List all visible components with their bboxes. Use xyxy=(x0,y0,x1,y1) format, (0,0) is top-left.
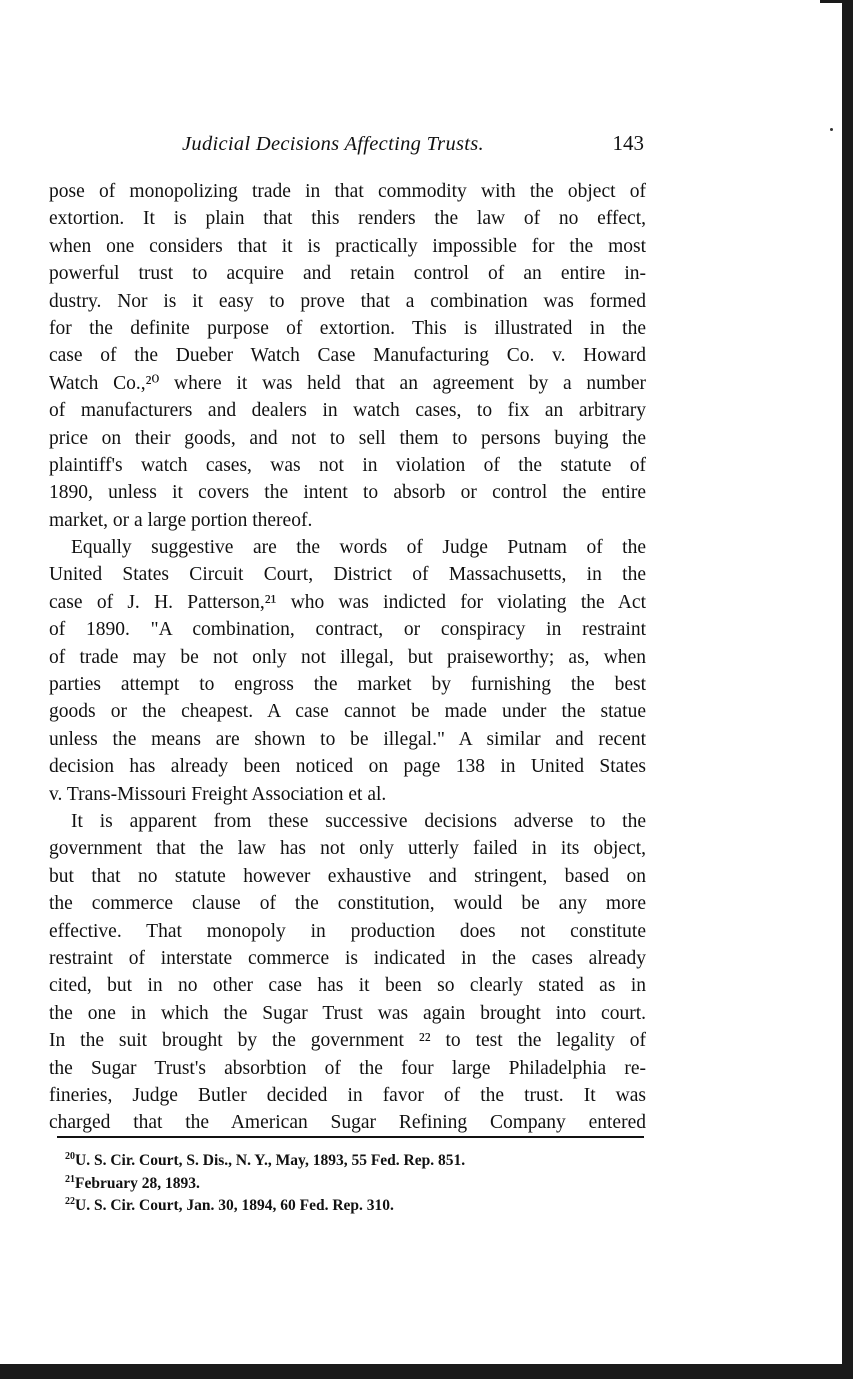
text-line: dustry. Nor is it easy to prove that a combination was formed xyxy=(49,290,646,312)
text-line: Watch Co.,²⁰ where it was held that an agreement by a number xyxy=(49,372,646,394)
footnote-text: February 28, 1893. xyxy=(75,1174,200,1192)
text-line: In the suit brought by the government ²² to test the legality of xyxy=(49,1030,646,1052)
text-line: extortion. It is plain that this renders the law of no effect, xyxy=(49,208,646,230)
footnotes xyxy=(65,1150,645,1218)
footnote-text: U. S. Cir. Court, Jan. 30, 1894, 60 Fed. Rep. 310. xyxy=(75,1197,394,1214)
text-line: goods or the cheapest. A case cannot be made under the statue xyxy=(49,701,646,723)
text-line: case of J. H. Patterson,²¹ who was indicted for violating the Act xyxy=(49,591,646,613)
page-number: 143 xyxy=(612,131,644,155)
text-line: effective. That monopoly in production does not constitute xyxy=(49,920,646,942)
footnote-20 xyxy=(65,1150,645,1173)
text-line: but that no statute however exhaustive and stringent, based on xyxy=(49,865,646,887)
scan-speck xyxy=(830,128,833,131)
text-line: the Sugar Trust's absorbtion of the four large Philadelphia re- xyxy=(49,1057,646,1079)
text-line: of manufacturers and dealers in watch cases, to fix an arbitrary xyxy=(49,400,646,422)
text-line: charged that the American Sugar Refining Company entered xyxy=(49,1112,646,1134)
body-text xyxy=(49,178,646,1137)
text-line: powerful trust to acquire and retain control of an entire in- xyxy=(49,263,646,285)
text-line: plaintiff's watch cases, was not in violation of the statute of xyxy=(49,454,646,476)
paragraph-2 xyxy=(49,534,646,808)
text-line: pose of monopolizing trade in that commodity with the object of xyxy=(49,181,646,202)
text-line: Equally suggestive are the words of Judge Putnam of the xyxy=(71,537,646,559)
footnote-mark: 22 xyxy=(65,1196,75,1207)
scan-border-right xyxy=(842,0,853,1379)
text-line: restraint of interstate commerce is indicated in the cases already xyxy=(49,947,646,969)
text-line: cited, but in no other case has it been so clearly stated as in xyxy=(49,975,646,997)
running-title: Judicial Decisions Affecting Trusts. xyxy=(182,133,484,155)
text-line: fineries, Judge Butler decided in favor of the trust. It was xyxy=(49,1084,646,1106)
text-line: parties attempt to engross the market by furnishing the best xyxy=(49,674,646,696)
footnote-text: U. S. Cir. Court, S. Dis., N. Y., May, 1893, 55 Fed. Rep. 851. xyxy=(75,1152,466,1169)
scan-border-top xyxy=(820,0,842,3)
text-line: It is apparent from these successive decisions adverse to the xyxy=(71,810,646,832)
text-line: of trade may be not only not illegal, but praiseworthy; as, when xyxy=(49,646,646,668)
text-line: v. Trans-Missouri Freight Association et al. xyxy=(49,783,387,805)
footnote-21 xyxy=(65,1173,645,1196)
text-line: case of the Dueber Watch Case Manufacturing Co. v. Howard xyxy=(49,345,646,367)
footnote-mark: 21 xyxy=(65,1173,75,1185)
text-line: 1890, unless it covers the intent to absorb or control the entire xyxy=(49,482,646,504)
paragraph-3 xyxy=(49,808,646,1137)
text-line: the commerce clause of the constitution, would be any more xyxy=(49,893,646,915)
footnote-rule xyxy=(57,1136,644,1138)
text-line: the one in which the Sugar Trust was again brought into court. xyxy=(49,1002,646,1024)
text-line: decision has already been noticed on page 138 in United States xyxy=(49,756,646,778)
text-line: of 1890. "A combination, contract, or conspiracy in restraint xyxy=(49,619,646,641)
text-line: when one considers that it is practically impossible for the most xyxy=(49,235,646,257)
footnote-mark: 20 xyxy=(65,1151,75,1162)
text-line: government that the law has not only utterly failed in its object, xyxy=(49,838,646,860)
text-line: unless the means are shown to be illegal." A similar and recent xyxy=(49,728,646,750)
text-line: price on their goods, and not to sell them to persons buying the xyxy=(49,427,646,449)
footnote-22 xyxy=(65,1195,645,1218)
running-head xyxy=(49,133,646,163)
text-line: for the definite purpose of extortion. This is illustrated in the xyxy=(49,317,646,339)
text-line: market, or a large portion thereof. xyxy=(49,509,313,531)
paragraph-1 xyxy=(49,178,646,534)
scan-border-bottom xyxy=(0,1364,853,1379)
text-line: United States Circuit Court, District of Massachusetts, in the xyxy=(49,564,646,586)
